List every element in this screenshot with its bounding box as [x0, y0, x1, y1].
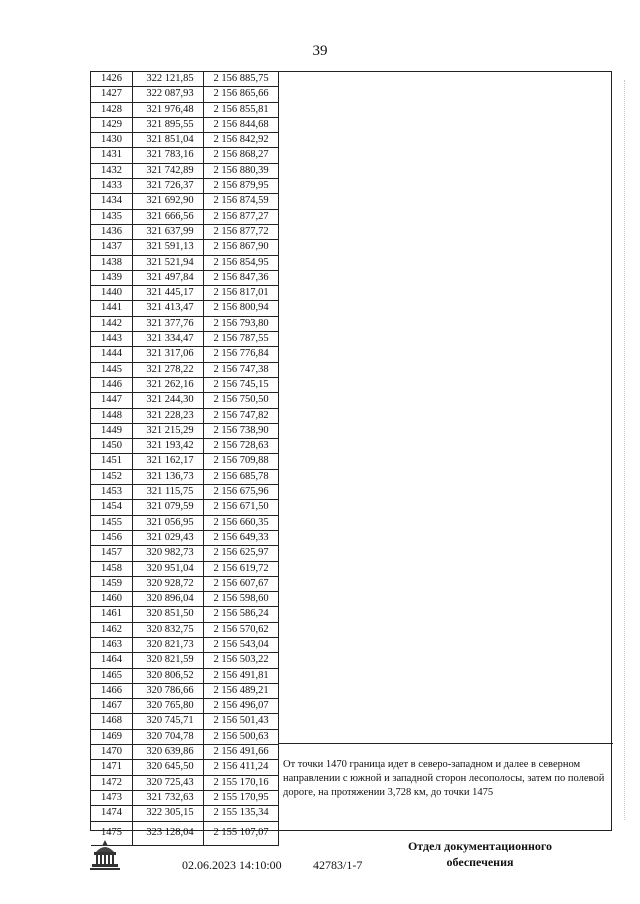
x-coordinate-cell: 322 305,15 [133, 806, 204, 820]
table-row [91, 363, 278, 378]
point-number-cell: 1438 [91, 256, 133, 270]
footer-date: 02.06.2023 14:10:00 [182, 858, 282, 872]
x-coordinate-cell: 320 832,75 [133, 623, 204, 637]
y-coordinate-cell: 2 156 500,63 [213, 730, 269, 742]
x-coordinate-cell: 321 666,56 [133, 210, 204, 224]
point-number-cell: 1448 [91, 409, 133, 423]
x-coordinate-cell: 321 334,47 [133, 332, 204, 346]
x-coordinate-cell: 320 645,50 [133, 760, 204, 774]
point-number-cell: 1457 [91, 546, 133, 560]
y-coordinate-cell: 2 156 877,72 [213, 225, 269, 237]
table-row [91, 118, 278, 133]
x-coordinate-cell: 320 639,86 [133, 745, 204, 759]
x-coordinate-cell: 320 896,04 [133, 592, 204, 606]
footer-department-line1: Отдел документационного [407, 839, 553, 853]
table-row [91, 103, 278, 118]
table-row [91, 87, 278, 102]
point-number-cell: 1454 [91, 500, 133, 514]
y-coordinate-cell: 2 156 543,04 [213, 638, 269, 650]
x-coordinate-cell: 321 783,16 [133, 148, 204, 162]
y-coordinate-cell: 2 156 842,92 [213, 134, 269, 146]
table-row [91, 409, 278, 424]
x-coordinate-cell: 322 121,85 [133, 72, 204, 86]
point-number-cell: 1461 [91, 607, 133, 621]
coordinates-grid [91, 72, 279, 846]
y-coordinate-cell: 2 156 496,07 [213, 700, 269, 712]
x-coordinate-cell: 320 982,73 [133, 546, 204, 560]
table-row [91, 133, 278, 148]
x-coordinate-cell: 321 244,30 [133, 393, 204, 407]
point-number-cell: 1465 [91, 669, 133, 683]
x-coordinate-cell: 321 591,13 [133, 240, 204, 254]
y-coordinate-cell: 2 156 501,43 [213, 715, 269, 727]
y-coordinate-cell: 2 156 865,66 [213, 88, 269, 100]
x-coordinate-cell: 320 704,78 [133, 730, 204, 744]
table-row [91, 301, 278, 316]
y-coordinate-cell: 2 156 776,84 [213, 348, 269, 360]
y-coordinate-cell: 2 156 800,94 [213, 302, 269, 314]
x-coordinate-cell: 321 215,29 [133, 424, 204, 438]
x-coordinate-cell: 320 765,80 [133, 699, 204, 713]
footer-department-line2: обеспечения [446, 855, 514, 869]
point-number-cell: 1441 [91, 301, 133, 315]
y-coordinate-cell: 2 156 885,75 [213, 73, 269, 84]
point-number-cell: 1464 [91, 653, 133, 667]
point-number-cell: 1453 [91, 485, 133, 499]
table-row [91, 256, 278, 271]
point-number-cell: 1432 [91, 164, 133, 178]
point-number-cell: 1444 [91, 347, 133, 361]
description-empty-cell [278, 72, 613, 744]
x-coordinate-cell: 321 262,16 [133, 378, 204, 392]
point-number-cell: 1442 [91, 317, 133, 331]
point-number-cell: 1439 [91, 271, 133, 285]
y-coordinate-cell: 2 156 660,35 [213, 516, 269, 528]
table-row [91, 669, 278, 684]
y-coordinate-cell: 2 155 170,95 [213, 791, 269, 803]
y-coordinate-cell: 2 156 649,33 [213, 531, 269, 543]
y-coordinate-cell: 2 156 598,60 [213, 593, 269, 605]
point-number-cell: 1470 [91, 745, 133, 759]
table-row [91, 378, 278, 393]
table-row [91, 485, 278, 500]
table-row [91, 730, 278, 745]
y-coordinate-cell: 2 156 844,68 [213, 118, 269, 130]
point-number-cell: 1469 [91, 730, 133, 744]
x-coordinate-cell: 321 193,42 [133, 439, 204, 453]
x-coordinate-cell: 322 087,93 [133, 87, 204, 101]
y-coordinate-cell: 2 156 685,78 [213, 470, 269, 482]
point-number-cell: 1449 [91, 424, 133, 438]
x-coordinate-cell: 321 115,75 [133, 485, 204, 499]
table-row [91, 271, 278, 286]
point-number-cell: 1428 [91, 103, 133, 117]
y-coordinate-cell: 2 156 586,24 [213, 608, 269, 620]
x-coordinate-cell: 321 029,43 [133, 531, 204, 545]
point-number-cell: 1435 [91, 210, 133, 224]
point-number-cell: 1466 [91, 684, 133, 698]
y-coordinate-cell: 2 156 625,97 [213, 547, 269, 559]
table-row [91, 332, 278, 347]
x-coordinate-cell: 321 497,84 [133, 271, 204, 285]
y-coordinate-cell: 2 156 671,50 [213, 501, 269, 513]
table-row [91, 607, 278, 622]
x-coordinate-cell: 320 821,73 [133, 638, 204, 652]
y-coordinate-cell: 2 155 135,34 [213, 807, 269, 819]
point-number-cell: 1467 [91, 699, 133, 713]
table-row [91, 393, 278, 408]
x-coordinate-cell: 321 521,94 [133, 256, 204, 270]
table-row [91, 439, 278, 454]
point-number-cell: 1431 [91, 148, 133, 162]
x-coordinate-cell: 320 951,04 [133, 562, 204, 576]
point-number-cell: 1463 [91, 638, 133, 652]
y-coordinate-cell: 2 156 868,27 [213, 149, 269, 161]
boundary-description: От точки 1470 граница идет в северо-западном и далее в северном направлении с южной и западной сторон лесополосы, затем по полевой дороге, на протяжении 3,728 км, до точки 1475 [283, 759, 605, 798]
table-row [91, 286, 278, 301]
table-row [91, 623, 278, 638]
x-coordinate-cell: 321 377,76 [133, 317, 204, 331]
y-coordinate-cell: 2 156 855,81 [213, 103, 269, 115]
x-coordinate-cell: 320 851,50 [133, 607, 204, 621]
table-row [91, 684, 278, 699]
y-coordinate-cell: 2 156 709,88 [213, 455, 269, 467]
y-coordinate-cell: 2 156 847,36 [213, 271, 269, 283]
y-coordinate-cell: 2 156 787,55 [213, 333, 269, 345]
point-number-cell: 1452 [91, 470, 133, 484]
x-coordinate-cell: 321 162,17 [133, 454, 204, 468]
x-coordinate-cell: 321 056,95 [133, 516, 204, 530]
y-coordinate-cell: 2 156 747,82 [213, 409, 269, 421]
y-coordinate-cell: 2 155 107,07 [213, 826, 269, 838]
y-coordinate-cell: 2 156 607,67 [213, 577, 269, 589]
y-coordinate-cell: 2 156 854,95 [213, 256, 269, 268]
point-number-cell: 1429 [91, 118, 133, 132]
point-number-cell: 1459 [91, 577, 133, 591]
point-number-cell: 1447 [91, 393, 133, 407]
point-number-cell: 1451 [91, 454, 133, 468]
y-coordinate-cell: 2 156 747,38 [213, 363, 269, 375]
table-row [91, 225, 278, 240]
table-row [91, 531, 278, 546]
point-number-cell: 1455 [91, 516, 133, 530]
point-number-cell: 1427 [91, 87, 133, 101]
point-number-cell: 1433 [91, 179, 133, 193]
x-coordinate-cell: 320 821,59 [133, 653, 204, 667]
point-number-cell: 1426 [91, 72, 133, 86]
y-coordinate-cell: 2 156 880,39 [213, 164, 269, 176]
table-row [91, 745, 278, 760]
y-coordinate-cell: 2 156 750,50 [213, 394, 269, 406]
table-row [91, 148, 278, 163]
duma-emblem-icon [88, 838, 122, 872]
x-coordinate-cell: 320 725,43 [133, 776, 204, 790]
table-row [91, 638, 278, 653]
y-coordinate-cell: 2 156 491,66 [213, 746, 269, 758]
x-coordinate-cell: 321 692,90 [133, 194, 204, 208]
y-coordinate-cell: 2 156 570,62 [213, 623, 269, 635]
point-number-cell: 1437 [91, 240, 133, 254]
table-row [91, 210, 278, 225]
point-number-cell: 1471 [91, 760, 133, 774]
table-row [91, 164, 278, 179]
x-coordinate-cell: 321 228,23 [133, 409, 204, 423]
point-number-cell: 1434 [91, 194, 133, 208]
point-number-cell: 1473 [91, 791, 133, 805]
table-row [91, 516, 278, 531]
x-coordinate-cell: 321 079,59 [133, 500, 204, 514]
table-row [91, 653, 278, 668]
table-row [91, 791, 278, 806]
y-coordinate-cell: 2 155 170,16 [213, 776, 269, 788]
table-row [91, 500, 278, 515]
point-number-cell: 1443 [91, 332, 133, 346]
y-coordinate-cell: 2 156 728,63 [213, 440, 269, 452]
y-coordinate-cell: 2 156 874,59 [213, 195, 269, 207]
point-number-cell: 1436 [91, 225, 133, 239]
point-number-cell: 1460 [91, 592, 133, 606]
boundary-coordinates-table [90, 71, 612, 838]
point-number-cell: 1450 [91, 439, 133, 453]
table-row [91, 317, 278, 332]
table-row [91, 806, 278, 821]
table-row [91, 454, 278, 469]
y-coordinate-cell: 2 156 675,96 [213, 486, 269, 498]
x-coordinate-cell: 321 732,63 [133, 791, 204, 805]
table-row [91, 72, 278, 87]
point-number-cell: 1456 [91, 531, 133, 545]
point-number-cell: 1462 [91, 623, 133, 637]
table-row [91, 240, 278, 255]
table-row [91, 470, 278, 485]
x-coordinate-cell: 321 317,06 [133, 347, 204, 361]
x-coordinate-cell: 321 445,17 [133, 286, 204, 300]
table-row [91, 699, 278, 714]
x-coordinate-cell: 321 637,99 [133, 225, 204, 239]
x-coordinate-cell: 321 976,48 [133, 103, 204, 117]
table-row [91, 577, 278, 592]
y-coordinate-cell: 2 156 619,72 [213, 562, 269, 574]
scan-edge-marks [624, 80, 631, 820]
x-coordinate-cell: 321 742,89 [133, 164, 204, 178]
table-row [91, 194, 278, 209]
x-coordinate-cell: 321 278,22 [133, 363, 204, 377]
y-coordinate-cell: 2 156 745,15 [213, 378, 269, 390]
y-coordinate-cell: 2 156 491,81 [213, 669, 269, 681]
x-coordinate-cell: 321 895,55 [133, 118, 204, 132]
point-number-cell: 1446 [91, 378, 133, 392]
y-coordinate-cell: 2 156 738,90 [213, 424, 269, 436]
x-coordinate-cell: 321 851,04 [133, 133, 204, 147]
x-coordinate-cell: 321 726,37 [133, 179, 204, 193]
y-coordinate-cell: 2 156 503,22 [213, 654, 269, 666]
y-coordinate-cell: 2 156 877,27 [213, 210, 269, 222]
y-coordinate-cell: 2 156 867,90 [213, 241, 269, 253]
point-number-cell: 1458 [91, 562, 133, 576]
y-coordinate-cell: 2 156 879,95 [213, 180, 269, 192]
point-number-cell: 1468 [91, 714, 133, 728]
table-row [91, 179, 278, 194]
x-coordinate-cell: 320 745,71 [133, 714, 204, 728]
table-row [91, 776, 278, 791]
x-coordinate-cell: 320 786,66 [133, 684, 204, 698]
x-coordinate-cell: 321 136,73 [133, 470, 204, 484]
x-coordinate-cell: 323 128,04 [133, 822, 204, 845]
x-coordinate-cell: 320 928,72 [133, 577, 204, 591]
table-row [91, 546, 278, 561]
point-number-cell: 1472 [91, 776, 133, 790]
point-number-cell: 1475 [91, 822, 133, 845]
y-coordinate-cell: 2 156 793,80 [213, 317, 269, 329]
footer-document-code: 42783/1-7 [313, 858, 363, 872]
y-coordinate-cell: 2 156 817,01 [213, 287, 269, 299]
point-number-cell: 1445 [91, 363, 133, 377]
table-row [91, 562, 278, 577]
point-number-cell: 1430 [91, 133, 133, 147]
page-number: 39 [312, 43, 328, 59]
table-row [91, 424, 278, 439]
x-coordinate-cell: 321 413,47 [133, 301, 204, 315]
x-coordinate-cell: 320 806,52 [133, 669, 204, 683]
y-coordinate-cell: 2 156 411,24 [213, 761, 269, 773]
table-row [91, 592, 278, 607]
table-row [91, 760, 278, 775]
table-row [91, 714, 278, 729]
footer-department [400, 838, 560, 870]
point-number-cell: 1474 [91, 806, 133, 820]
point-number-cell: 1440 [91, 286, 133, 300]
y-coordinate-cell: 2 156 489,21 [213, 684, 269, 696]
table-row [91, 347, 278, 362]
